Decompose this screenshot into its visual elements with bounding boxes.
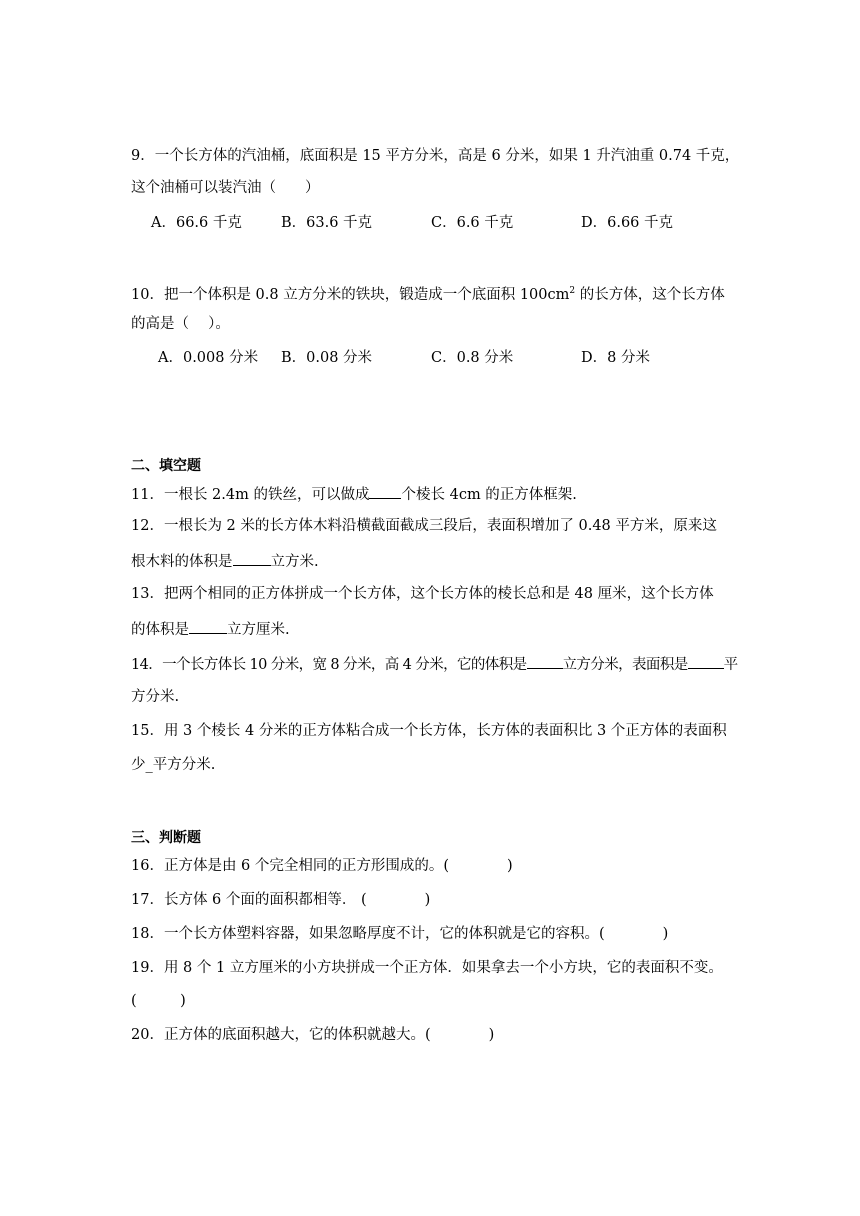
q10-superscript: 2: [569, 286, 576, 296]
q10-option-d: D．8 分米: [581, 350, 650, 366]
q11-text-a: 11．一根长 2.4m 的铁丝，可以做成: [131, 487, 370, 503]
q12-text-a: 根木料的体积是: [131, 554, 233, 570]
q14-text-b: 立方分米，表面积是: [562, 657, 688, 673]
q10-option-c: C．0.8 分米: [431, 350, 514, 366]
q13-text-a: 的体积是: [131, 622, 189, 638]
q10-line1: [131, 281, 725, 305]
q14-line2: 方分米.: [131, 689, 180, 705]
section3-title: 三、判断题: [131, 830, 201, 846]
q15-line2: 少_平方分米.: [131, 757, 216, 773]
q9-option-c: C．6.6 千克: [431, 215, 514, 231]
q13-text-b: 立方厘米.: [227, 622, 290, 638]
q17: 17．长方体 6 个面的面积都相等． ( ): [131, 892, 431, 908]
q14-area-blank[interactable]: [688, 653, 724, 669]
q13-answer-blank[interactable]: [189, 618, 227, 634]
q10-line2: 的高是（ ）。: [131, 316, 230, 332]
q12-line1: 12．一根长为 2 米的长方体木料沿横截面截成三段后，表面积增加了 0.48 平方米，原来这: [131, 518, 717, 534]
q9-line1: 9．一个长方体的汽油桶，底面积是 15 平方分米，高是 6 分米，如果 1 升汽油重 0.74 千克，: [131, 148, 740, 164]
q19-line1: 19．用 8 个 1 立方厘米的小方块拼成一个正方体．如果拿去一个小方块，它的表面积不变。: [131, 960, 723, 976]
q13-line2: [131, 618, 290, 640]
q20: 20．正方体的底面积越大，它的体积就越大。( ): [131, 1027, 495, 1043]
q9-option-b: B．63.6 千克: [281, 215, 373, 231]
q19-line2: ( ): [131, 993, 186, 1009]
q16: 16．正方体是由 6 个完全相同的正方形围成的。( ): [131, 858, 513, 874]
q13-line1: 13．把两个相同的正方体拼成一个长方体，这个长方体的棱长总和是 48 厘米，这个长方体: [131, 586, 714, 602]
q14-line1: [131, 653, 738, 675]
q14-text-c: 平: [723, 657, 738, 673]
q10-option-b: B．0.08 分米: [281, 350, 373, 366]
q11-answer-blank[interactable]: [369, 483, 401, 499]
q10-line1-text-a: 10．把一个体积是 0.8 立方分米的铁块，锻造成一个底面积 100cm: [131, 286, 570, 303]
q11-text-b: 个棱长 4cm 的正方体框架.: [401, 487, 577, 503]
q9-option-a: A．66.6 千克: [151, 215, 242, 231]
q10-option-a: A．0.008 分米: [158, 350, 259, 366]
q14-text-a: 14．一个长方体长 10 分米，宽 8 分米，高 4 分米，它的体积是: [131, 657, 527, 673]
q10-line1-text-b: 的长方体，这个长方体: [575, 286, 725, 303]
q9-option-d: D．6.66 千克: [581, 215, 674, 231]
q12-answer-blank[interactable]: [233, 550, 271, 566]
q12-text-b: 立方米.: [270, 554, 319, 570]
q11: [131, 483, 577, 505]
q18: 18．一个长方体塑料容器，如果忽略厚度不计，它的体积就是它的容积。( ): [131, 926, 669, 942]
q12-line2: [131, 550, 319, 572]
q9-line2: 这个油桶可以装汽油（ ）: [131, 180, 320, 196]
section2-title: 二、填空题: [131, 458, 201, 474]
q15-line1: 15．用 3 个棱长 4 分米的正方体粘合成一个长方体，长方体的表面积比 3 个正方体的表面积: [131, 723, 727, 739]
q14-volume-blank[interactable]: [527, 653, 563, 669]
